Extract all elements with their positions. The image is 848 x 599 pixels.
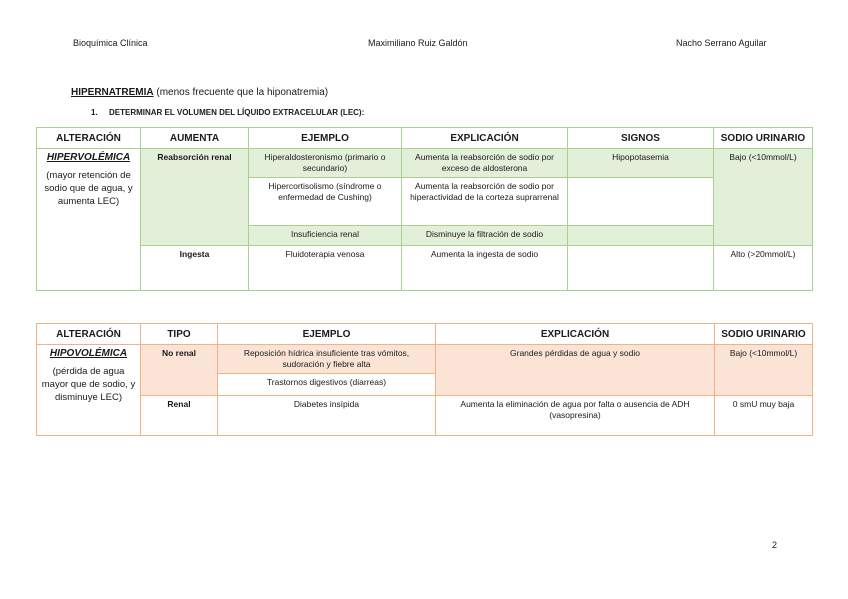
table-row — [37, 246, 813, 291]
ejemplo-cell: Reposición hídrica insuficiente tras vómitos, sudoración y fiebre alta — [218, 345, 436, 374]
tipo-cell: Renal — [141, 396, 218, 436]
sodio-cell: 0 smU muy baja — [715, 396, 813, 436]
explicacion-cell: Aumenta la reabsorción de sodio por hiperactividad de la corteza suprarrenal — [402, 178, 568, 226]
col-header-signos: SIGNOS — [568, 128, 714, 149]
col-header-explicacion: EXPLICACIÓN — [402, 128, 568, 149]
aumenta-cell: Ingesta — [141, 246, 249, 291]
step-text: DETERMINAR EL VOLUMEN DEL LÍQUIDO EXTRACELULAR (LEC): — [109, 108, 365, 117]
signos-cell — [568, 246, 714, 291]
ejemplo-cell: Hipercortisolismo (síndrome o enfermedad de Cushing) — [249, 178, 402, 226]
section-title-main: HIPERNATREMIA — [71, 87, 154, 98]
aumenta-cell: Reabsorción renal — [141, 149, 249, 246]
table-row — [37, 396, 813, 436]
hypovolemic-table — [36, 323, 813, 436]
ejemplo-cell: Fluidoterapia venosa — [249, 246, 402, 291]
col-header-alteracion: ALTERACIÓN — [37, 128, 141, 149]
alteracion-desc: (mayor retención de sodio que de agua, y aumenta LEC) — [44, 170, 133, 207]
table-header-row — [37, 128, 813, 149]
header-subject: Bioquímica Clínica — [73, 38, 148, 48]
hypervolemic-table — [36, 127, 813, 291]
step-number: 1. — [91, 108, 98, 117]
explicacion-cell: Aumenta la reabsorción de sodio por exceso de aldosterona — [402, 149, 568, 178]
alteracion-cell — [37, 149, 141, 291]
col-header-alteracion: ALTERACIÓN — [37, 324, 141, 345]
explicacion-cell: Disminuye la filtración de sodio — [402, 226, 568, 246]
signos-cell — [568, 226, 714, 246]
page-number: 2 — [772, 540, 778, 550]
step-heading — [91, 108, 364, 117]
sodio-cell: Alto (>20mmol/L) — [714, 246, 813, 291]
explicacion-cell: Grandes pérdidas de agua y sodio — [436, 345, 715, 396]
col-header-ejemplo: EJEMPLO — [218, 324, 436, 345]
section-title-note: (menos frecuente que la hiponatremia) — [153, 87, 329, 98]
ejemplo-cell: Hiperaldosteronismo (primario o secundario) — [249, 149, 402, 178]
ejemplo-cell: Trastornos digestivos (diarreas) — [218, 374, 436, 396]
explicacion-cell: Aumenta la eliminación de agua por falta o ausencia de ADH (vasopresina) — [436, 396, 715, 436]
alteracion-desc: (pérdida de agua mayor que de sodio, y disminuye LEC) — [41, 366, 136, 403]
col-header-ejemplo: EJEMPLO — [249, 128, 402, 149]
header-author-2: Nacho Serrano Aguilar — [676, 38, 767, 48]
col-header-tipo: TIPO — [141, 324, 218, 345]
header-author-1: Maximiliano Ruiz Galdón — [368, 38, 468, 48]
sodio-cell: Bajo (<10mmol/L) — [714, 149, 813, 246]
sodio-cell: Bajo (<10mmol/L) — [715, 345, 813, 396]
signos-cell — [568, 178, 714, 226]
section-title — [71, 87, 328, 98]
table-row — [37, 149, 813, 178]
col-header-aumenta: AUMENTA — [141, 128, 249, 149]
col-header-sodio: SODIO URINARIO — [715, 324, 813, 345]
col-header-sodio: SODIO URINARIO — [714, 128, 813, 149]
col-header-explicacion: EXPLICACIÓN — [436, 324, 715, 345]
table-header-row — [37, 324, 813, 345]
table-row — [37, 345, 813, 374]
tipo-cell: No renal — [141, 345, 218, 396]
alteracion-title: HIPERVOLÉMICA — [46, 152, 131, 163]
explicacion-cell: Aumenta la ingesta de sodio — [402, 246, 568, 291]
signos-cell: Hipopotasemia — [568, 149, 714, 178]
alteracion-cell — [37, 345, 141, 436]
alteracion-title: HIPOVOLÉMICA — [49, 348, 128, 359]
ejemplo-cell: Insuficiencia renal — [249, 226, 402, 246]
ejemplo-cell: Diabetes insípida — [218, 396, 436, 436]
